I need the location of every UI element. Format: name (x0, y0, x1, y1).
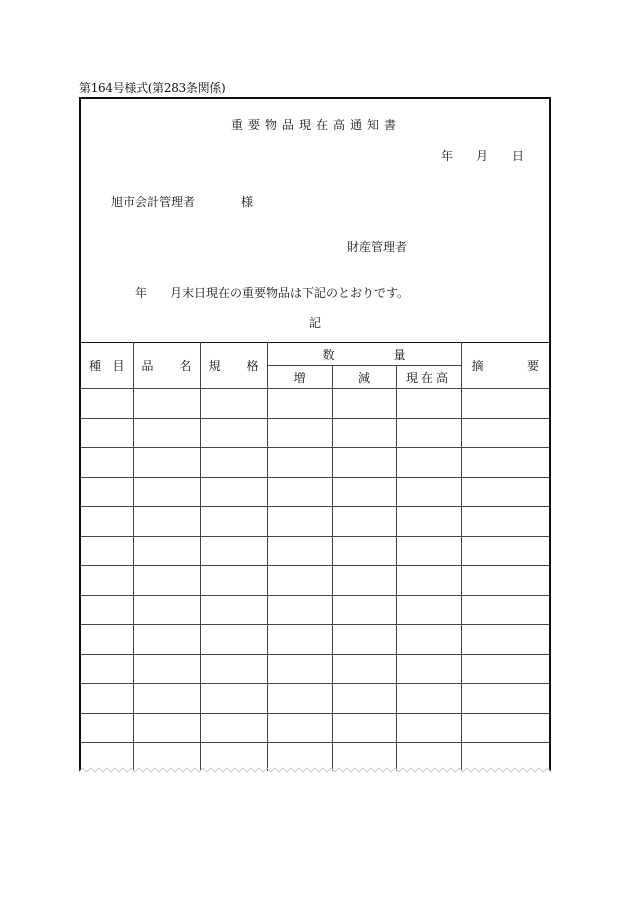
table-cell (81, 536, 133, 566)
table-cell (133, 595, 200, 625)
table-cell (200, 536, 267, 566)
table-cell (133, 684, 200, 714)
form-frame (79, 97, 551, 771)
table-cell (461, 713, 549, 743)
table-cell (332, 477, 396, 507)
table-cell (267, 625, 332, 655)
table-cell (81, 595, 133, 625)
table-cell (267, 448, 332, 478)
table-cell (332, 595, 396, 625)
date-year-label: 年 (441, 149, 454, 163)
ki-label: 記 (309, 316, 322, 330)
table-cell (332, 448, 396, 478)
table-cell (267, 684, 332, 714)
inventory-table (81, 342, 549, 771)
table-row (81, 684, 549, 714)
addressee-honorific: 様 (241, 195, 254, 209)
table-cell (133, 507, 200, 537)
table-cell (200, 477, 267, 507)
table-cell (133, 654, 200, 684)
table-cell (396, 477, 461, 507)
table-cell (461, 566, 549, 596)
table-cell (396, 684, 461, 714)
table-cell (332, 507, 396, 537)
table-cell (81, 418, 133, 448)
table-cell (81, 389, 133, 419)
table-cell (267, 507, 332, 537)
table-row (81, 418, 549, 448)
table-cell (81, 713, 133, 743)
table-row (81, 448, 549, 478)
header-remarks: 摘 要 (461, 343, 549, 389)
table-row (81, 595, 549, 625)
table-cell (267, 595, 332, 625)
table-cell (396, 654, 461, 684)
table-cell (200, 654, 267, 684)
table-row (81, 389, 549, 419)
table-cell (81, 566, 133, 596)
table-cell (81, 625, 133, 655)
table-cell (133, 625, 200, 655)
table-cell (267, 536, 332, 566)
document-title: 重要物品現在高通知書 (231, 118, 402, 132)
table-cell (332, 684, 396, 714)
table-row (81, 477, 549, 507)
table-row (81, 713, 549, 743)
table-cell (396, 625, 461, 655)
table-cell (200, 684, 267, 714)
table-cell (332, 418, 396, 448)
table-cell (200, 595, 267, 625)
header-category: 種 目 (81, 343, 133, 389)
table-cell (332, 536, 396, 566)
sender-title: 財産管理者 (347, 240, 408, 254)
table-row (81, 536, 549, 566)
statement-text: 月末日現在の重要物品は下記のとおりです。 (170, 286, 410, 300)
table-cell (200, 448, 267, 478)
table-cell (81, 507, 133, 537)
header-current: 現在高 (396, 366, 461, 389)
table-cell (332, 654, 396, 684)
table-cell (396, 389, 461, 419)
table-cell (133, 713, 200, 743)
table-cell (461, 448, 549, 478)
header-quantity: 数 量 (267, 343, 461, 366)
table-cell (332, 566, 396, 596)
header-item-name: 品 名 (133, 343, 200, 389)
torn-edge (79, 765, 551, 779)
table-cell (396, 448, 461, 478)
table-row (81, 507, 549, 537)
table-cell (396, 595, 461, 625)
date-month-label: 月 (476, 149, 489, 163)
date-day-label: 日 (512, 149, 525, 163)
table-cell (267, 389, 332, 419)
table-cell (461, 684, 549, 714)
table-cell (461, 389, 549, 419)
table-cell (133, 418, 200, 448)
table-cell (461, 477, 549, 507)
table-cell (133, 389, 200, 419)
table-cell (332, 713, 396, 743)
table-cell (267, 418, 332, 448)
table-cell (267, 477, 332, 507)
table-cell (461, 536, 549, 566)
table-cell (396, 418, 461, 448)
table-cell (133, 477, 200, 507)
table-cell (332, 625, 396, 655)
table-row (81, 654, 549, 684)
table-cell (200, 625, 267, 655)
header-spec: 規 格 (200, 343, 267, 389)
table-cell (81, 684, 133, 714)
addressee-name: 旭市会計管理者 (111, 195, 196, 209)
table-cell (267, 566, 332, 596)
table-cell (396, 507, 461, 537)
table-cell (396, 566, 461, 596)
statement-year: 年 (135, 286, 148, 300)
table-cell (81, 477, 133, 507)
table-cell (200, 713, 267, 743)
header-decrease: 減 (332, 366, 396, 389)
table-cell (461, 654, 549, 684)
table-cell (267, 654, 332, 684)
table-cell (200, 418, 267, 448)
table-cell (461, 507, 549, 537)
table-row (81, 625, 549, 655)
table-cell (200, 389, 267, 419)
table-row (81, 566, 549, 596)
header-increase: 増 (267, 366, 332, 389)
table-cell (81, 654, 133, 684)
table-cell (200, 566, 267, 596)
form-number: 第164号様式(第283条関係) (79, 81, 226, 95)
table-cell (81, 448, 133, 478)
table-cell (461, 418, 549, 448)
table-cell (461, 595, 549, 625)
table-cell (332, 389, 396, 419)
table-cell (267, 713, 332, 743)
table-cell (461, 625, 549, 655)
table-cell (133, 536, 200, 566)
table-cell (200, 507, 267, 537)
table-cell (133, 566, 200, 596)
table-cell (396, 713, 461, 743)
table-cell (396, 536, 461, 566)
table-cell (133, 448, 200, 478)
